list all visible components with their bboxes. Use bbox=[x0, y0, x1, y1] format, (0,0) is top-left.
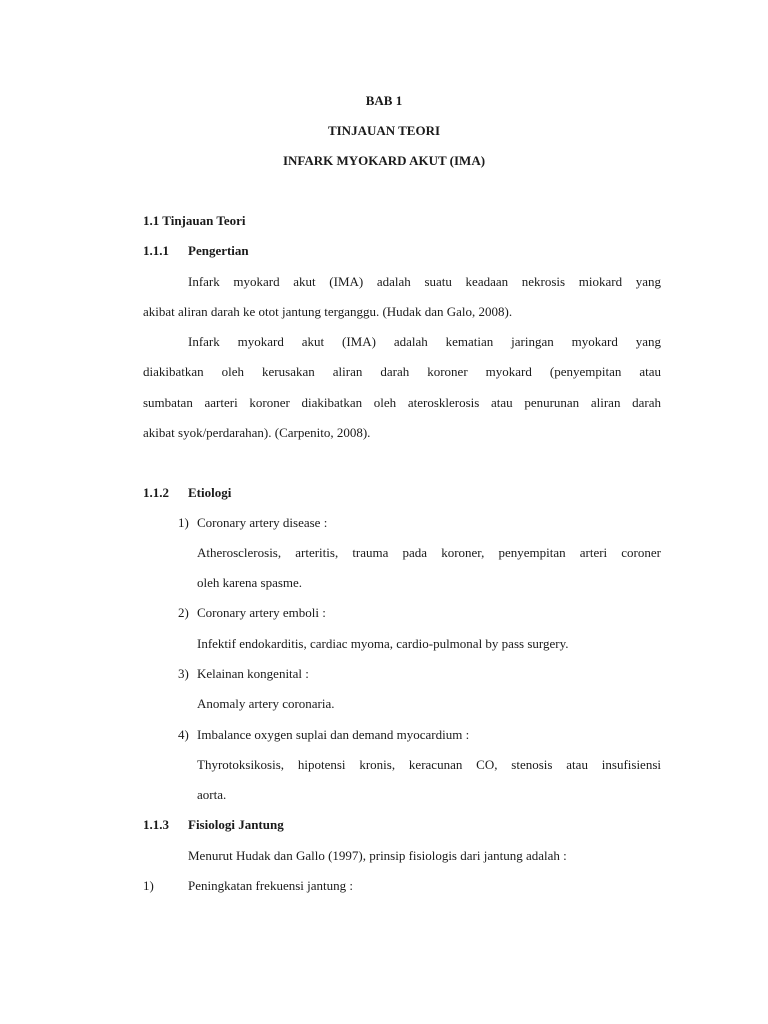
list-item-number: 1) bbox=[143, 878, 154, 893]
paragraph-line: akibat syok/perdarahan). (Carpenito, 2008). bbox=[143, 425, 371, 440]
paragraph-line: diakibatkan oleh kerusakan aliran darah koroner myokard (penyempitan atau bbox=[143, 364, 661, 379]
list-item-detail: Anomaly artery coronaria. bbox=[197, 696, 335, 711]
list-item-label: Coronary artery disease : bbox=[197, 515, 328, 530]
list-item-number: 4) bbox=[178, 727, 189, 742]
section-number-1-1-3: 1.1.3 bbox=[143, 817, 169, 832]
list-item-detail: Infektif endokarditis, cardiac myoma, cardio-pulmonal by pass surgery. bbox=[197, 636, 569, 651]
section-number-1-1-1: 1.1.1 bbox=[143, 243, 169, 258]
list-item-number: 2) bbox=[178, 605, 189, 620]
paragraph-line: Infark myokard akut (IMA) adalah suatu keadaan nekrosis miokard yang bbox=[188, 274, 661, 289]
list-item-number: 1) bbox=[178, 515, 189, 530]
list-item-detail: Thyrotoksikosis, hipotensi kronis, keracunan CO, stenosis atau insufisiensi bbox=[197, 757, 661, 772]
chapter-title: TINJAUAN TEORI bbox=[327, 123, 441, 138]
section-heading-1-1-3: Fisiologi Jantung bbox=[188, 817, 284, 832]
paragraph-line: Infark myokard akut (IMA) adalah kematian jaringan myokard yang bbox=[188, 334, 661, 349]
paragraph-line: sumbatan aarteri koroner diakibatkan oleh aterosklerosis atau penurunan aliran darah bbox=[143, 395, 661, 410]
section-number-1-1-2: 1.1.2 bbox=[143, 485, 169, 500]
list-item-detail: Atherosclerosis, arteritis, trauma pada koroner, penyempitan arteri coroner bbox=[197, 545, 661, 560]
paragraph-line: akibat aliran darah ke otot jantung terganggu. (Hudak dan Galo, 2008). bbox=[143, 304, 513, 319]
list-item-number: 3) bbox=[178, 666, 189, 681]
section-heading-1-1-1: Pengertian bbox=[188, 243, 249, 258]
list-item-detail: aorta. bbox=[197, 787, 227, 802]
list-item-label: Coronary artery emboli : bbox=[197, 605, 326, 620]
list-item-detail: oleh karena spasme. bbox=[197, 575, 303, 590]
chapter-label: BAB 1 bbox=[365, 93, 403, 108]
section-heading-1-1-2: Etiologi bbox=[188, 485, 232, 500]
list-item-label: Peningkatan frekuensi jantung : bbox=[188, 878, 353, 893]
paragraph-line: Menurut Hudak dan Gallo (1997), prinsip fisiologis dari jantung adalah : bbox=[188, 848, 567, 863]
chapter-subtitle: INFARK MYOKARD AKUT (IMA) bbox=[282, 153, 486, 168]
list-item-label: Kelainan kongenital : bbox=[197, 666, 309, 681]
section-heading-1-1: 1.1 Tinjauan Teori bbox=[143, 213, 246, 228]
list-item-label: Imbalance oxygen suplai dan demand myocardium : bbox=[197, 727, 470, 742]
